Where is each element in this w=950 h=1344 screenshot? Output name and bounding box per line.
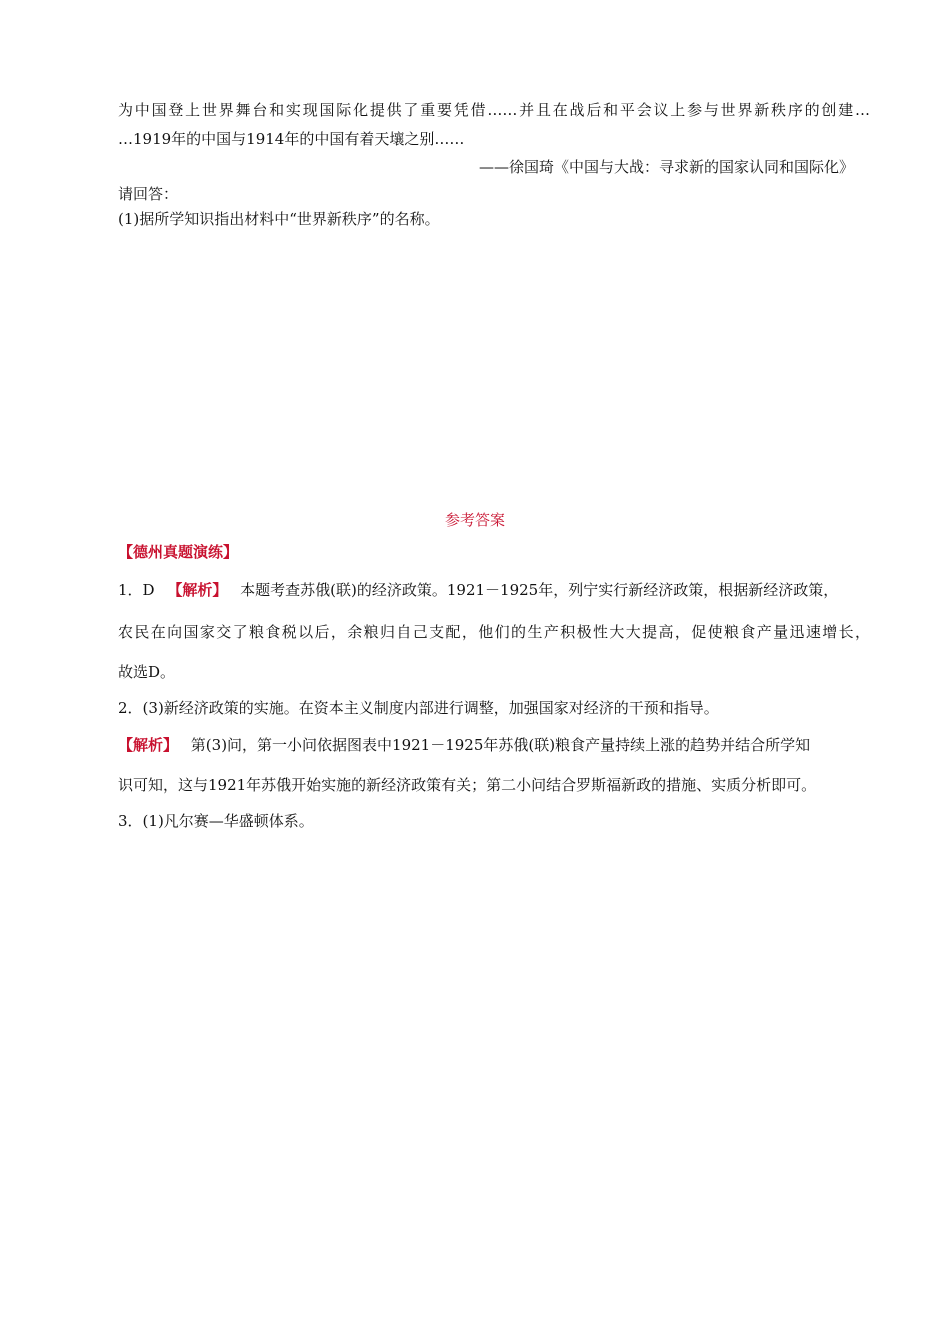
answer-1-number: 1．D xyxy=(118,581,155,599)
answer-1-line-2: 农民在向国家交了粮食税以后，余粮归自己支配，他们的生产积极性大大提高，促使粮食产量迅速增长， xyxy=(118,623,870,641)
material-line-2: …1919年的中国与1914年的中国有着天壤之别…… xyxy=(118,130,465,148)
answer-1-line-3: 故选D。 xyxy=(118,663,176,681)
answer-2-analysis-line-2: 识可知，这与1921年苏俄开始实施的新经济政策有关；第二小问结合罗斯福新政的措施、实质分析即可。 xyxy=(118,776,817,794)
material-source: ——徐国琦《中国与大战：寻求新的国家认同和国际化》 xyxy=(478,158,854,176)
answer-1-line-1 xyxy=(118,579,870,600)
analysis-tag: 【解析】 xyxy=(118,736,179,754)
answer-2-line: 2．(3)新经济政策的实施。在资本主义制度内部进行调整，加强国家对经济的干预和指导。 xyxy=(118,699,719,717)
material-line-1: 为中国登上世界舞台和实现国际化提供了重要凭借……并且在战后和平会议上参与世界新秩序的创建… xyxy=(118,101,870,119)
answers-heading: 参考答案 xyxy=(444,511,505,529)
answer-2-analysis-text: 第(3)问，第一小问依据图表中1921－1925年苏俄(联)粮食产量持续上涨的趋势并结合所学知 xyxy=(190,736,811,754)
question-1: (1)据所学知识指出材料中“世界新秩序”的名称。 xyxy=(118,210,440,228)
answer-1-text: 本题考查苏俄(联)的经济政策。1921－1925年，列宁实行新经济政策，根据新经济政策， xyxy=(240,581,839,599)
answer-3-line: 3．(1)凡尔赛—华盛顿体系。 xyxy=(118,812,314,830)
analysis-tag: 【解析】 xyxy=(167,581,228,599)
answer-2-analysis-line-1 xyxy=(118,734,870,755)
section-heading: 【德州真题演练】 xyxy=(118,543,239,561)
answer-prompt: 请回答： xyxy=(118,185,179,203)
